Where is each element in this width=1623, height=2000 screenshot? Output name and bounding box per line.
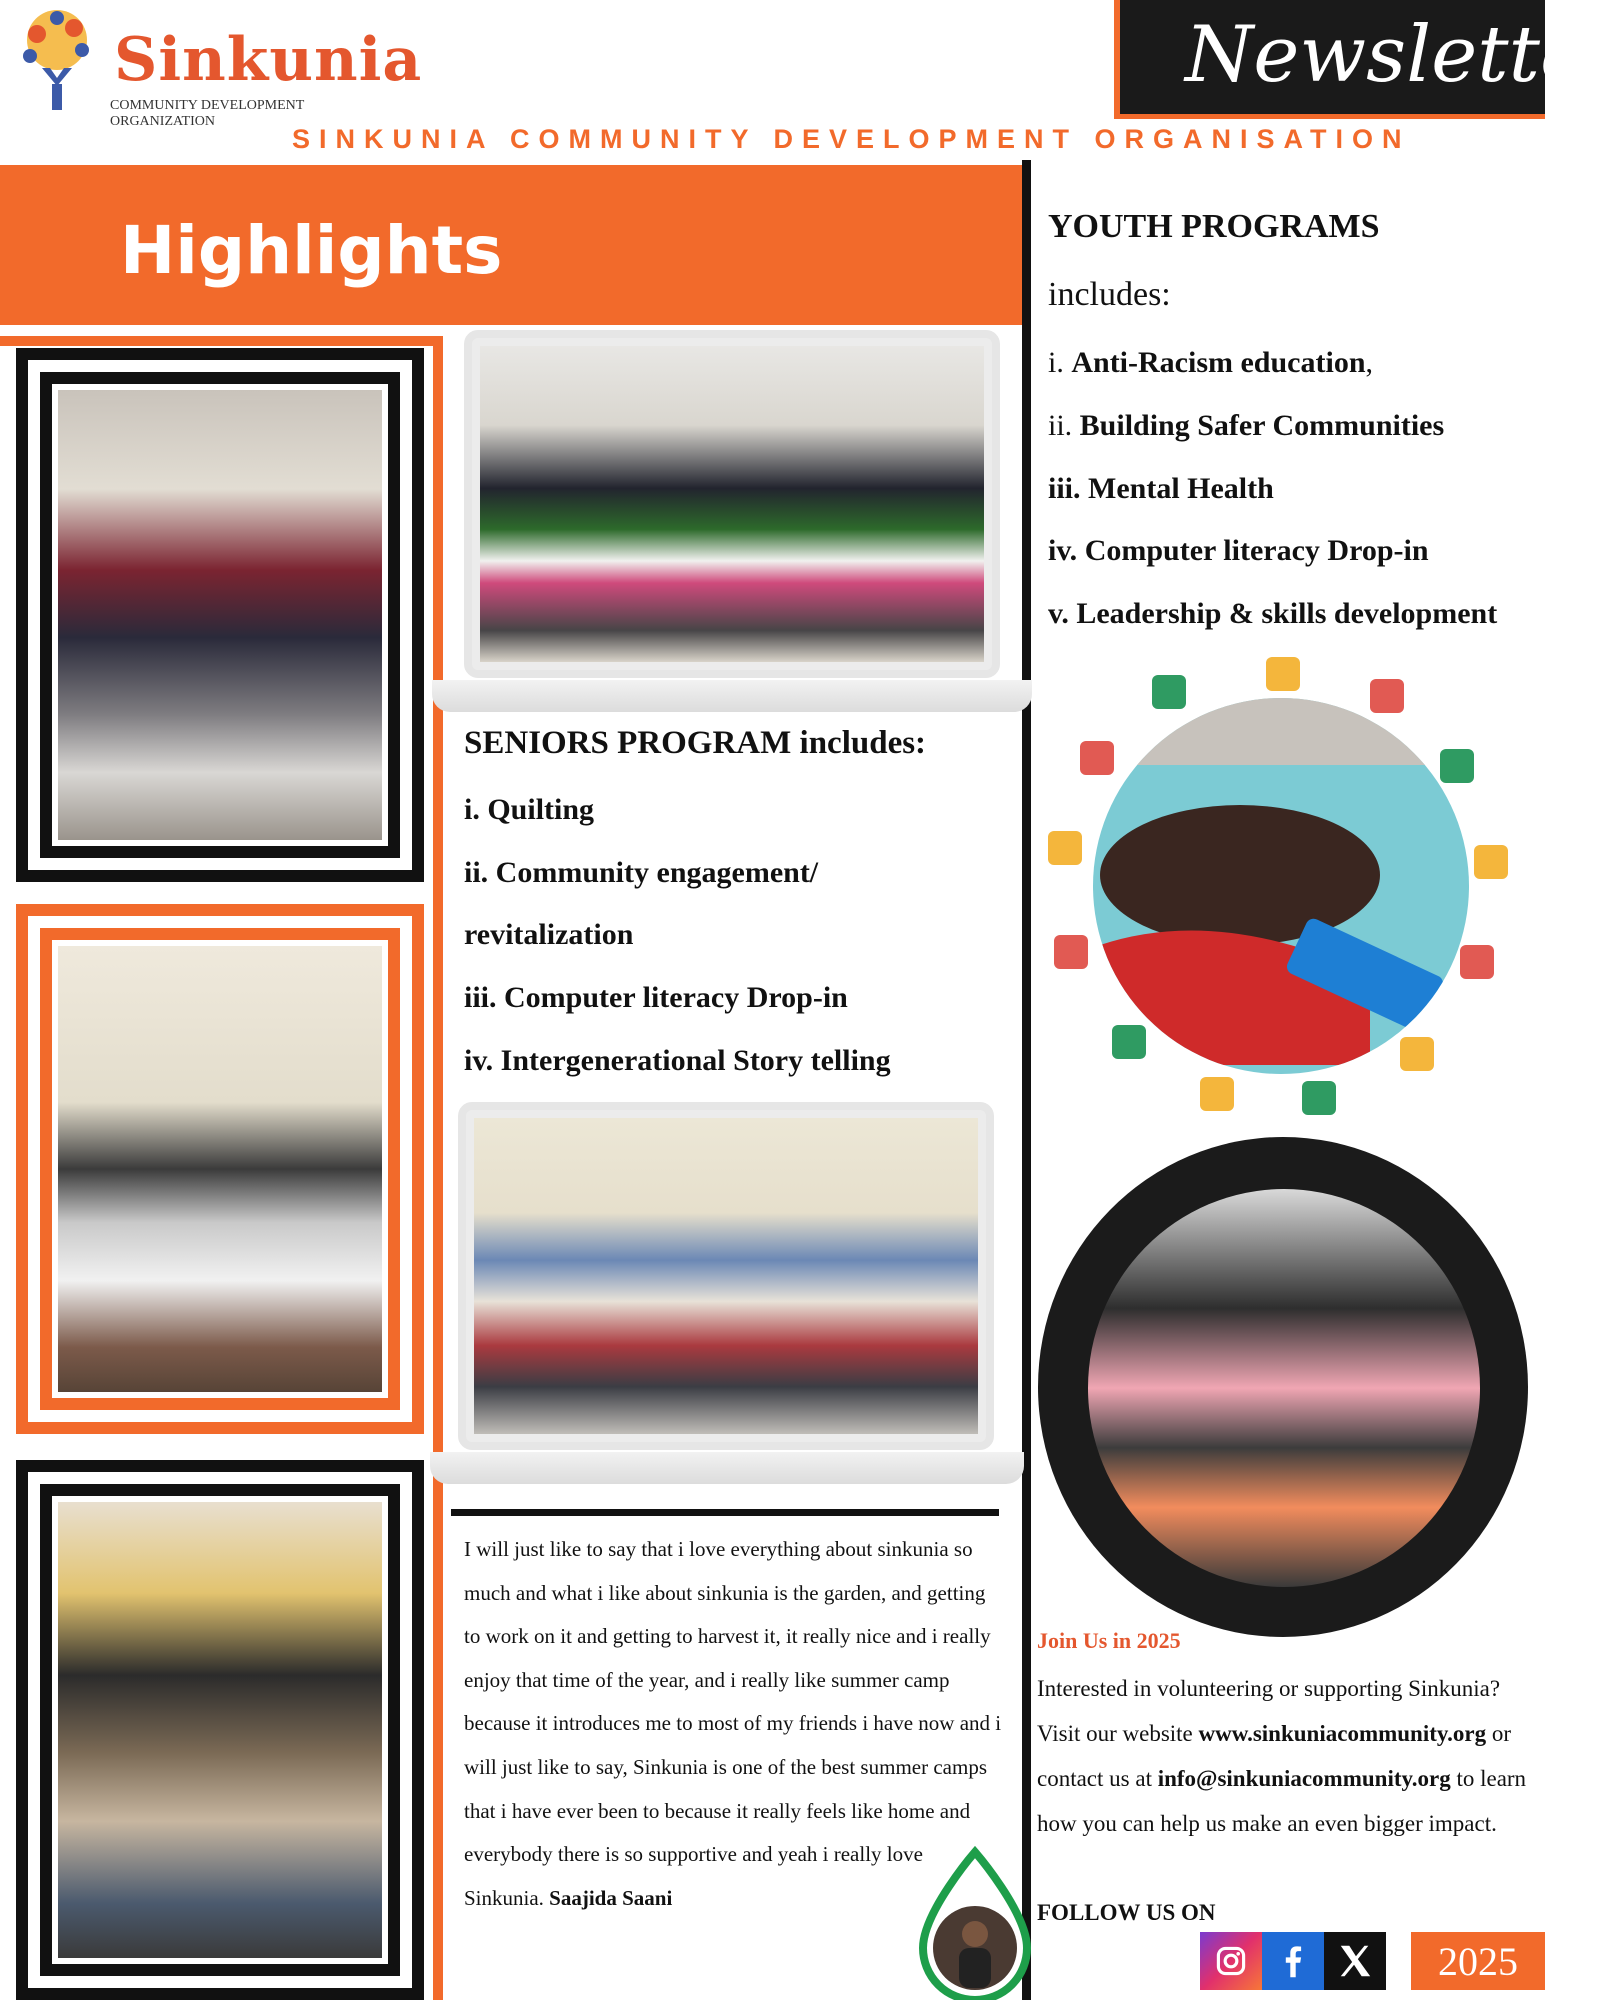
youth-item: v. Leadership & skills development bbox=[1048, 597, 1498, 630]
sewing-class-photo bbox=[58, 946, 382, 1392]
instagram-icon[interactable] bbox=[1200, 1932, 1262, 1990]
org-tagline: SINKUNIA COMMUNITY DEVELOPMENT ORGANISATION bbox=[292, 124, 1411, 154]
testimonial-text: I will just like to say that i love everything about sinkunia so much and what i like about sinkunia is the garden, and getting to work on it and getting to harvest it, it really nice and i really enjoy that time of the year, and i really like summer camp because it introduces me to most of my friends i have now and i will just like to say, Sinkunia is one of the best summer camps that i have ever been to because it really feels like home and everybody there is so supportive and yeah i really love Sinkunia. bbox=[464, 1537, 1002, 1910]
pool-photo-gift-frame bbox=[1040, 645, 1522, 1127]
conference-photo bbox=[58, 390, 382, 840]
laptop-frame-lab bbox=[458, 1102, 994, 1450]
photo-frame-sewing bbox=[16, 904, 424, 1434]
logo-name: Sinkunia bbox=[114, 25, 423, 95]
email-link[interactable]: info@sinkuniacommunity.org bbox=[1157, 1766, 1451, 1791]
seniors-item: ii. Community engagement/ bbox=[464, 856, 819, 889]
orange-vertical-divider bbox=[433, 336, 443, 2000]
column-divider bbox=[1022, 160, 1031, 2000]
logo-subtitle: COMMUNITY DEVELOPMENT ORGANIZATION bbox=[110, 98, 305, 129]
logo-tree-icon bbox=[12, 6, 102, 114]
x-icon[interactable] bbox=[1324, 1932, 1386, 1990]
seniors-program-title: SENIORS PROGRAM includes: bbox=[464, 725, 927, 761]
group-photo bbox=[480, 346, 984, 662]
seniors-item: revitalization bbox=[464, 918, 634, 951]
join-us-title: Join Us in 2025 bbox=[1037, 1628, 1181, 1653]
logo bbox=[10, 0, 423, 129]
website-link[interactable]: www.sinkuniacommunity.org bbox=[1198, 1721, 1487, 1746]
orange-divider bbox=[0, 336, 440, 346]
seniors-item: iv. Intergenerational Story telling bbox=[464, 1044, 891, 1077]
highlights-title: Highlights bbox=[120, 212, 503, 289]
author-avatar bbox=[915, 1848, 1035, 2000]
year-badge: 2025 bbox=[1411, 1932, 1545, 1990]
youth-programs-intro: includes: bbox=[1048, 276, 1171, 313]
youth-item: iii. Mental Health bbox=[1048, 472, 1274, 505]
join-us-text: Interested in volunteering or supporting Sinkunia? Visit our website www.sinkuniacommunity.org or contact us at info@sinkuniacommunity.org to learn how you can help us make an even bigger impact. bbox=[1037, 1676, 1527, 1836]
seniors-item: i. Quilting bbox=[464, 793, 595, 826]
seniors-item: iii. Computer literacy Drop-in bbox=[464, 981, 848, 1014]
laptop-frame-group bbox=[464, 330, 1000, 678]
youth-item: ii. Building Safer Communities bbox=[1048, 409, 1445, 442]
follow-us-label: FOLLOW US ON bbox=[1037, 1900, 1216, 1925]
youth-item: i. Anti-Racism education, bbox=[1048, 346, 1373, 379]
newsletter-label: Newsletter bbox=[1185, 10, 1623, 100]
photo-frame-celebration bbox=[16, 1460, 424, 2000]
laptop-base bbox=[430, 1452, 1024, 1484]
photo-frame-conference bbox=[16, 348, 424, 882]
celebration-photo bbox=[58, 1502, 382, 1958]
youth-item: iv. Computer literacy Drop-in bbox=[1048, 534, 1429, 567]
boxing-class-photo bbox=[1088, 1189, 1480, 1587]
computer-lab-photo bbox=[474, 1118, 978, 1434]
facebook-icon[interactable] bbox=[1262, 1932, 1324, 1990]
boxing-photo-ring bbox=[1038, 1137, 1528, 1637]
youth-programs-title: YOUTH PROGRAMS bbox=[1048, 208, 1380, 245]
testimonial-author: Saajida Saani bbox=[549, 1885, 673, 1910]
laptop-base bbox=[432, 680, 1032, 712]
testimonial-divider bbox=[451, 1509, 999, 1516]
